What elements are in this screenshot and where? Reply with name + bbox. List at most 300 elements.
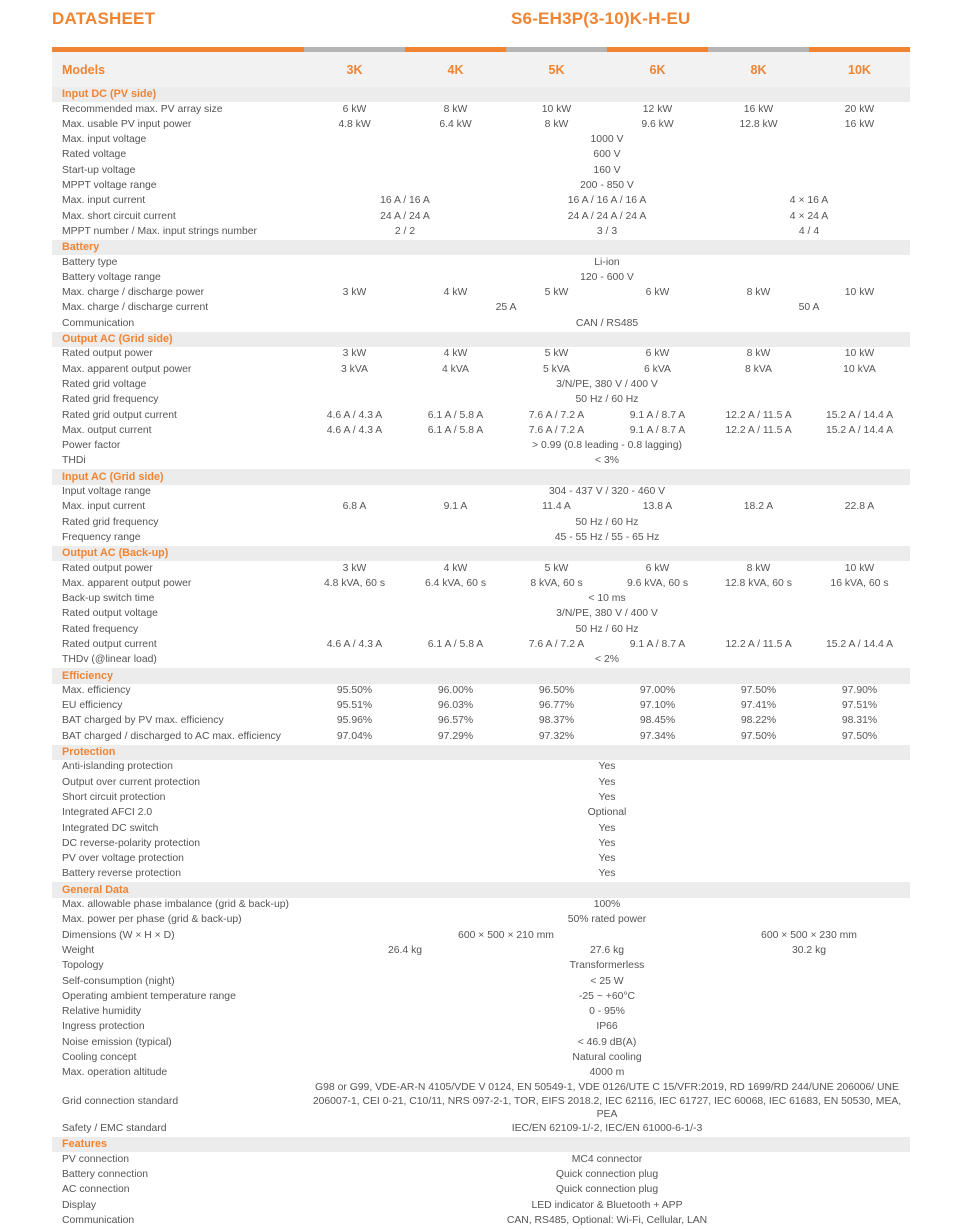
spec-row: [52, 577, 910, 592]
spec-value: 24 A / 24 A: [380, 210, 430, 222]
spec-row: [52, 714, 910, 729]
spec-row: [52, 974, 910, 989]
spec-value: 8 kW: [544, 118, 569, 130]
spec-value: 97.32%: [538, 730, 575, 742]
spec-value: 8 kW: [746, 562, 771, 574]
spec-row: [52, 1005, 910, 1020]
spec-value: 12.2 A / 11.5 A: [725, 424, 792, 436]
spec-value: 5 kVA: [543, 363, 570, 375]
spec-row: [52, 1081, 910, 1122]
spec-label: BAT charged / discharged to AC max. efficiency: [62, 730, 281, 742]
spec-value: 27.6 kg: [589, 944, 625, 956]
spec-value: 15.2 A / 14.4 A: [825, 424, 894, 436]
section-header-row: [52, 882, 910, 897]
spec-value: 97.04%: [336, 730, 373, 742]
spec-label: PV connection: [62, 1153, 130, 1165]
spec-row: [52, 301, 910, 316]
spec-value: < 2%: [595, 654, 619, 666]
spec-row: [52, 837, 910, 852]
spec-row: [52, 1035, 910, 1050]
spec-label: Safety / EMC standard: [62, 1123, 167, 1135]
spec-label: Max. allowable phase imbalance (grid & back-up): [62, 899, 289, 911]
spec-label: Integrated AFCI 2.0: [62, 807, 153, 819]
spec-row: [52, 821, 910, 836]
spec-value: Transformerless: [569, 960, 645, 972]
spec-label: Communication: [62, 1214, 135, 1226]
spec-row: [52, 133, 910, 148]
spec-value: 98.45%: [639, 715, 676, 727]
spec-row: [52, 148, 910, 163]
spec-label: Max. input current: [62, 501, 146, 513]
spec-value: 6.1 A / 5.8 A: [427, 638, 484, 650]
spec-value: Yes: [598, 776, 616, 788]
spec-label: Grid connection standard: [62, 1095, 179, 1107]
spec-label: PV over voltage protection: [62, 853, 184, 865]
spec-value: 6.1 A / 5.8 A: [427, 409, 484, 421]
spec-value: > 0.99 (0.8 leading - 0.8 lagging): [532, 440, 682, 452]
spec-value: 3 kW: [342, 562, 367, 574]
spec-value: 10 kW: [844, 348, 875, 360]
spec-value: 95.51%: [336, 700, 373, 712]
spec-value: 15.2 A / 14.4 A: [825, 409, 894, 421]
spec-value: 22.8 A: [844, 501, 875, 513]
section-title: Protection: [52, 745, 910, 760]
spec-value: 8 kVA, 60 s: [530, 577, 583, 589]
spec-row: [52, 638, 910, 653]
spec-label: Max. charge / discharge current: [62, 302, 209, 314]
spec-value: < 3%: [595, 455, 619, 467]
section-header-row: [52, 87, 910, 102]
spec-row: [52, 699, 910, 714]
spec-value: 12.8 kW: [739, 118, 778, 130]
section-header-row: [52, 1137, 910, 1152]
spec-value: 12.2 A / 11.5 A: [725, 638, 792, 650]
spec-label: Max. efficiency: [62, 684, 131, 696]
spec-label: THDi: [62, 455, 86, 467]
spec-value: 9.1 A / 8.7 A: [629, 638, 686, 650]
spec-value: 3 kW: [342, 348, 367, 360]
spec-value: 9.1 A: [443, 501, 468, 513]
spec-value: 600 × 500 × 230 mm: [761, 929, 857, 941]
spec-row: [52, 271, 910, 286]
spec-value: 30.2 kg: [791, 944, 827, 956]
spec-value: MC4 connector: [571, 1153, 643, 1165]
spec-value: 6 kVA: [644, 363, 671, 375]
spec-label: MPPT voltage range: [62, 180, 157, 192]
spec-value: 97.10%: [639, 700, 676, 712]
model-header: 5K: [506, 52, 607, 87]
spec-value: 96.77%: [538, 700, 575, 712]
spec-value: 95.50%: [336, 684, 373, 696]
spec-label: Start-up voltage: [62, 164, 136, 176]
spec-value: 5 kW: [544, 348, 569, 360]
spec-value: Natural cooling: [572, 1052, 642, 1063]
spec-value: 97.90%: [841, 684, 878, 696]
spec-row: [52, 1066, 910, 1081]
spec-value: 8 kW: [746, 287, 771, 299]
spec-row: [52, 531, 910, 546]
spec-label: Max. apparent output power: [62, 363, 192, 375]
models-label: Models: [52, 52, 304, 87]
spec-label: Display: [62, 1199, 97, 1211]
spec-label: Communication: [62, 317, 135, 329]
spec-label: Battery type: [62, 256, 118, 268]
spec-row: [52, 684, 910, 699]
spec-value: 4 kVA: [442, 363, 469, 375]
spec-value: 4.6 A / 4.3 A: [326, 409, 383, 421]
spec-label: Dimensions (W × H × D): [62, 929, 175, 941]
spec-row: [52, 255, 910, 270]
spec-value: 50 Hz / 60 Hz: [575, 516, 639, 528]
spec-value: 8 kW: [443, 103, 468, 115]
spec-label: Battery connection: [62, 1168, 149, 1180]
spec-row: [52, 592, 910, 607]
spec-value: IP66: [596, 1021, 618, 1033]
spec-value: 4 × 24 A: [789, 210, 829, 222]
spec-value: 10 kW: [844, 287, 875, 299]
section-title: Output AC (Grid side): [52, 332, 910, 347]
spec-row: [52, 424, 910, 439]
spec-label: Cooling concept: [62, 1052, 137, 1063]
spec-row: [52, 347, 910, 362]
spec-value: 98.22%: [740, 715, 777, 727]
section-header-row: [52, 546, 910, 561]
spec-value: 6.1 A / 5.8 A: [427, 424, 484, 436]
spec-value: 6 kW: [645, 562, 670, 574]
spec-value: 9.1 A / 8.7 A: [629, 424, 686, 436]
spec-value: 100%: [593, 899, 621, 911]
spec-value: 10 kW: [844, 562, 875, 574]
spec-value: 96.50%: [538, 684, 575, 696]
spec-label: Integrated DC switch: [62, 822, 159, 834]
spec-label: Max. operation altitude: [62, 1067, 168, 1079]
spec-value: 97.50%: [740, 730, 777, 742]
section-header-row: [52, 469, 910, 484]
spec-value: 11.4 A: [542, 501, 571, 513]
spec-value: 3 kW: [342, 287, 367, 299]
spec-row: [52, 1152, 910, 1167]
spec-value: CAN / RS485: [575, 317, 639, 329]
spec-row: [52, 944, 910, 959]
spec-value: 4 × 16 A: [789, 195, 829, 207]
spec-row: [52, 607, 910, 622]
section-title: Features: [52, 1137, 910, 1152]
spec-label: Max. output current: [62, 424, 152, 436]
spec-value: 96.00%: [437, 684, 474, 696]
spec-row: [52, 316, 910, 331]
spec-label: AC connection: [62, 1184, 130, 1196]
spec-row: [52, 362, 910, 377]
spec-row: [52, 163, 910, 178]
spec-value: 9.1 A / 8.7 A: [629, 409, 686, 421]
models-header-row: [52, 52, 910, 87]
spec-value: 50% rated power: [567, 914, 647, 926]
spec-value: Yes: [598, 761, 616, 773]
spec-value: < 25 W: [590, 975, 624, 987]
spec-row: [52, 928, 910, 943]
spec-value: Yes: [598, 822, 616, 834]
spec-value: 120 - 600 V: [580, 271, 634, 283]
spec-row: [52, 990, 910, 1005]
spec-label: BAT charged by PV max. efficiency: [62, 715, 224, 727]
spec-row: [52, 209, 910, 224]
spec-value: 50 Hz / 60 Hz: [575, 623, 639, 635]
datasheet-title: DATASHEET: [52, 9, 156, 28]
spec-row: [52, 500, 910, 515]
spec-value: 96.57%: [437, 715, 474, 727]
spec-value: 25 A: [495, 302, 517, 314]
section-title: Input DC (PV side): [52, 87, 910, 102]
spec-label: Rated voltage: [62, 149, 127, 161]
spec-row: [52, 898, 910, 913]
spec-value: 8 kW: [746, 348, 771, 360]
spec-value: 6.4 kW: [439, 118, 472, 130]
spec-value: 97.00%: [639, 684, 676, 696]
spec-value: 15.2 A / 14.4 A: [825, 638, 894, 650]
section-title: Efficiency: [52, 668, 910, 683]
spec-value: 0 - 95%: [589, 1006, 625, 1018]
spec-row: [52, 1122, 910, 1137]
spec-label: Rated output power: [62, 562, 153, 574]
spec-label: Max. charge / discharge power: [62, 287, 205, 299]
spec-value: G98 or G99, VDE-AR-N 4105/VDE V 0124, EN 50549-1, VDE 0126/UTE C 15/VFR:2019, RD 1699/RD 244/UNE 206006/ UNE 206007-1, CEI 0-21, C10/11, NRS 097-2-1, TOR, EIFS 2018.2, IEC 62116, IEC 61727, IEC 60068, IEC 61683, EN 50530, MEA, PEA: [312, 1082, 902, 1121]
spec-value: Li-ion: [594, 256, 620, 268]
spec-label: Relative humidity: [62, 1006, 142, 1018]
spec-row: [52, 1183, 910, 1198]
spec-value: 97.51%: [841, 700, 878, 712]
spec-row: [52, 760, 910, 775]
spec-value: Quick connection plug: [555, 1168, 659, 1180]
spec-row: [52, 653, 910, 668]
spec-value: 160 V: [593, 164, 621, 176]
section-title: Input AC (Grid side): [52, 469, 910, 484]
spec-label: Noise emission (typical): [62, 1036, 172, 1048]
spec-label: Max. input current: [62, 195, 146, 207]
spec-label: Topology: [62, 960, 104, 972]
spec-label: Short circuit protection: [62, 791, 166, 803]
spec-value: 50 A: [798, 302, 820, 314]
spec-row: [52, 1198, 910, 1213]
spec-value: 3 kVA: [341, 363, 368, 375]
spec-table-body: [52, 87, 910, 1229]
spec-label: Max. short circuit current: [62, 210, 176, 222]
spec-row: [52, 1214, 910, 1229]
section-header-row: [52, 745, 910, 760]
spec-value: 13.8 A: [642, 501, 673, 513]
spec-value: 98.31%: [841, 715, 878, 727]
spec-value: 200 - 850 V: [580, 180, 634, 192]
spec-value: 4 kW: [443, 348, 468, 360]
spec-value: Optional: [587, 807, 627, 819]
spec-row: [52, 102, 910, 117]
spec-value: IEC/EN 62109-1/-2, IEC/EN 61000-6-1/-3: [511, 1123, 703, 1135]
model-header: 3K: [304, 52, 405, 87]
spec-label: EU efficiency: [62, 700, 123, 712]
model-header: 8K: [708, 52, 809, 87]
spec-row: [52, 286, 910, 301]
section-header-row: [52, 668, 910, 683]
spec-row: [52, 179, 910, 194]
spec-label: Battery reverse protection: [62, 868, 181, 880]
spec-value: 9.6 kW: [641, 118, 674, 130]
spec-label: Anti-islanding protection: [62, 761, 173, 773]
spec-label: THDv (@linear load): [62, 654, 157, 666]
spec-value: 4.8 kVA, 60 s: [323, 577, 386, 589]
spec-value: 6.8 A: [342, 501, 367, 513]
spec-label: Rated output voltage: [62, 608, 158, 620]
spec-value: 6 kW: [645, 287, 670, 299]
spec-row: [52, 959, 910, 974]
spec-value: 600 V: [593, 149, 621, 161]
spec-label: MPPT number / Max. input strings number: [62, 225, 257, 237]
spec-value: 12 kW: [642, 103, 673, 115]
spec-label: Rated grid frequency: [62, 516, 159, 528]
spec-row: [52, 515, 910, 530]
spec-value: 97.29%: [437, 730, 474, 742]
spec-label: Recommended max. PV array size: [62, 103, 223, 115]
spec-row: [52, 485, 910, 500]
spec-label: Max. input voltage: [62, 134, 147, 146]
spec-value: 4 / 4: [798, 225, 820, 237]
spec-row: [52, 622, 910, 637]
spec-row: [52, 867, 910, 882]
spec-label: Input voltage range: [62, 486, 151, 498]
spec-value: 7.6 A / 7.2 A: [528, 638, 585, 650]
spec-value: < 10 ms: [588, 593, 626, 605]
spec-value: 50 Hz / 60 Hz: [575, 394, 639, 406]
spec-label: Rated output current: [62, 638, 157, 650]
spec-value: 12.2 A / 11.5 A: [725, 409, 792, 421]
model-series-title: S6-EH3P(3-10)K-H-EU: [511, 9, 691, 28]
spec-value: 4.6 A / 4.3 A: [326, 424, 383, 436]
spec-value: 20 kW: [844, 103, 875, 115]
spec-value: 6.4 kVA, 60 s: [424, 577, 487, 589]
spec-row: [52, 225, 910, 240]
spec-value: 95.96%: [336, 715, 373, 727]
section-title: Battery: [52, 240, 910, 255]
spec-row: [52, 393, 910, 408]
model-header: 6K: [607, 52, 708, 87]
spec-row: [52, 913, 910, 928]
spec-value: CAN, RS485, Optional: Wi-Fi, Cellular, LAN: [506, 1214, 708, 1226]
spec-value: Quick connection plug: [555, 1184, 659, 1196]
spec-label: Self-consumption (night): [62, 975, 175, 987]
spec-row: [52, 1020, 910, 1035]
spec-label: Output over current protection: [62, 776, 201, 788]
spec-value: 16 kW: [844, 118, 875, 130]
spec-row: [52, 194, 910, 209]
spec-value: 4.8 kW: [338, 118, 371, 130]
spec-table-container: [52, 47, 910, 1229]
spec-value: 6 kW: [342, 103, 367, 115]
spec-value: 3/N/PE, 380 V / 400 V: [556, 608, 658, 620]
spec-row: [52, 775, 910, 790]
spec-value: 2 / 2: [394, 225, 416, 237]
spec-value: 97.50%: [841, 730, 878, 742]
spec-value: 16 A / 16 A / 16 A: [567, 195, 647, 207]
spec-value: 4 kW: [443, 562, 468, 574]
spec-table: [52, 47, 910, 1229]
spec-value: 98.37%: [538, 715, 575, 727]
model-header: 4K: [405, 52, 506, 87]
spec-value: 5 kW: [544, 287, 569, 299]
spec-value: 600 × 500 × 210 mm: [458, 929, 554, 941]
spec-label: Rated grid voltage: [62, 378, 147, 390]
spec-value: 7.6 A / 7.2 A: [528, 409, 585, 421]
spec-value: 97.50%: [740, 684, 777, 696]
spec-label: Max. usable PV input power: [62, 118, 192, 130]
spec-value: 6 kW: [645, 348, 670, 360]
section-title: Output AC (Back-up): [52, 546, 910, 561]
spec-row: [52, 1168, 910, 1183]
spec-value: 97.41%: [740, 700, 777, 712]
spec-value: 16 kVA, 60 s: [830, 577, 889, 589]
spec-label: Rated output power: [62, 348, 153, 360]
spec-value: LED indicator & Bluetooth + APP: [531, 1199, 683, 1211]
spec-value: 5 kW: [544, 562, 569, 574]
spec-label: Battery voltage range: [62, 271, 161, 283]
spec-label: Power factor: [62, 440, 121, 452]
spec-value: 9.6 kVA, 60 s: [626, 577, 689, 589]
section-header-row: [52, 240, 910, 255]
spec-row: [52, 1051, 910, 1066]
spec-label: Back-up switch time: [62, 593, 155, 605]
spec-label: Weight: [62, 944, 95, 956]
spec-value: -25 ~ +60°C: [578, 990, 636, 1002]
spec-label: Rated grid frequency: [62, 394, 159, 406]
spec-value: 3/N/PE, 380 V / 400 V: [556, 378, 658, 390]
spec-value: 1000 V: [590, 134, 624, 146]
page-header: [0, 0, 960, 46]
spec-value: 4000 m: [589, 1067, 625, 1079]
spec-label: Operating ambient temperature range: [62, 990, 236, 1002]
spec-row: [52, 454, 910, 469]
spec-value: Yes: [598, 853, 616, 865]
spec-row: [52, 118, 910, 133]
spec-row: [52, 806, 910, 821]
spec-value: 7.6 A / 7.2 A: [528, 424, 585, 436]
spec-value: Yes: [598, 791, 616, 803]
spec-row: [52, 729, 910, 744]
section-header-row: [52, 332, 910, 347]
spec-value: 10 kVA: [843, 363, 876, 375]
spec-row: [52, 561, 910, 576]
spec-value: 3 / 3: [596, 225, 618, 237]
spec-row: [52, 378, 910, 393]
spec-value: 304 - 437 V / 320 - 460 V: [548, 486, 666, 498]
spec-value: 97.34%: [639, 730, 676, 742]
spec-value: 16 A / 16 A: [380, 195, 430, 207]
spec-value: 10 kW: [541, 103, 572, 115]
spec-value: 24 A / 24 A / 24 A: [567, 210, 647, 222]
spec-label: Ingress protection: [62, 1021, 145, 1033]
spec-label: Max. apparent output power: [62, 577, 192, 589]
spec-label: Frequency range: [62, 531, 141, 543]
spec-value: 12.8 kVA, 60 s: [725, 577, 792, 589]
spec-label: Rated grid output current: [62, 409, 177, 421]
spec-value: 16 kW: [743, 103, 774, 115]
model-header: 10K: [809, 52, 910, 87]
spec-value: 18.2 A: [743, 501, 774, 513]
spec-value: 45 - 55 Hz / 55 - 65 Hz: [554, 531, 660, 543]
spec-value: Yes: [598, 868, 616, 880]
spec-row: [52, 852, 910, 867]
section-title: General Data: [52, 882, 910, 897]
spec-label: Rated frequency: [62, 623, 139, 635]
spec-value: < 46.9 dB(A): [577, 1036, 637, 1048]
spec-row: [52, 439, 910, 454]
spec-row: [52, 408, 910, 423]
